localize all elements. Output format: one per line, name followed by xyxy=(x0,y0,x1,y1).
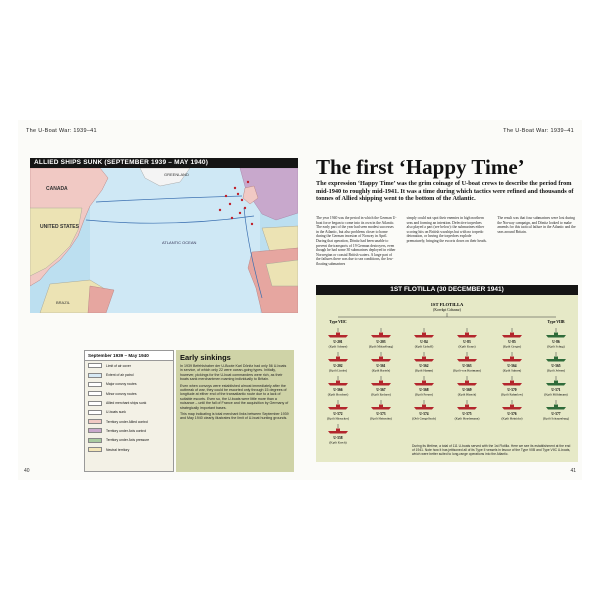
key-item xyxy=(85,426,173,435)
u-boat-commander: (Kptlt Endrass) xyxy=(371,392,391,397)
u-boat-icon xyxy=(371,333,391,338)
u-boat-number: U-564 xyxy=(507,364,517,368)
key-item xyxy=(85,436,173,445)
atlantic-label: ATLANTIC OCEAN xyxy=(162,240,197,245)
key-label: U-boats sunk xyxy=(106,410,126,415)
u-boat-commander: (Kptlt Suhren) xyxy=(502,368,522,373)
key-swatch xyxy=(88,438,102,443)
u-boat-number: U-85 xyxy=(508,340,516,344)
canada-label: CANADA xyxy=(46,186,68,192)
u-boat-commander: (Kptlt Heydemann) xyxy=(454,416,480,421)
u-boat-commander: (Oblt Gengelbach) xyxy=(412,416,436,421)
u-boat-commander: (Kptlt Hinsch) xyxy=(457,392,477,397)
u-boat-commander: (Kptlt Linder) xyxy=(329,368,347,373)
running-head-left: The U-Boat War: 1939–41 xyxy=(26,128,97,134)
u-boat-icon xyxy=(457,405,477,410)
map-banner: ALLIED SHIPS SUNK (SEPTEMBER 1939 – MAY 1940) xyxy=(30,158,298,168)
key-label: Major convoy routes xyxy=(106,382,137,387)
u-boat-icon xyxy=(502,405,522,410)
sidebar-paragraph: This map indicating is total merchant links between September 1939 and May 1940 clearly illustrates the limit of U-boat hunting grounds. xyxy=(180,412,289,421)
map-svg xyxy=(30,168,298,313)
u-boat-icon xyxy=(457,381,477,386)
key-label: Territory under Axis control xyxy=(106,428,147,433)
u-boat-icon xyxy=(414,381,434,386)
u-boat-number: U-569 xyxy=(462,388,472,392)
u-boat-number: U-567 xyxy=(376,388,386,392)
u-boat-icon xyxy=(546,405,566,410)
u-boat-number: U-576 xyxy=(507,412,517,416)
u-boat-number: U-201 xyxy=(333,340,343,344)
u-boat-number: U-568 xyxy=(419,388,429,392)
intro-paragraph: The expression ‘Happy Time’ was the grim coinage of U-boat crews to describe the period from mid-1940 to roughly mid-1941. It was a time during which tactics were refined and thousands of tonnes of Allied shipping went to the bottom of the Atlantic. xyxy=(316,180,574,203)
key-item xyxy=(85,398,173,407)
u-boat-icon xyxy=(371,405,391,410)
sidebar-heading: Early sinkings xyxy=(180,353,231,362)
key-item xyxy=(85,371,173,380)
body-column: simply could not spot their enemies in high northern seas and forming an intention. Defective torpedoes also played a part (see below): the submarines either scoring hits on British warships but with no torpedo detonation, or having the torpedoes explode prematurely, bringing the escorts down on their heads. xyxy=(406,216,487,243)
u-boat-number: U-563 xyxy=(462,364,472,368)
u-boat-commander: (Kptlt Schauenburg) xyxy=(542,416,570,421)
u-boat-number: U-565 xyxy=(551,364,561,368)
u-boat-icon xyxy=(328,429,348,434)
u-boat-icon xyxy=(371,381,391,386)
u-boat-number: U-83 xyxy=(463,340,471,344)
page-number-left: 40 xyxy=(24,468,30,474)
u-boat-icon xyxy=(546,333,566,338)
body-column: The result was that four submarines were lost during the Norway campaign, and Dönitz looked to make amends for this tactical failure in the Atlantic and the seas around Britain. xyxy=(497,216,576,234)
u-boat-icon xyxy=(502,357,522,362)
key-label: Territory under Allied control xyxy=(106,419,149,424)
u-boat-number: U-86 xyxy=(552,340,560,344)
u-boat-commander: (Kptlt Jebsen) xyxy=(547,368,565,373)
u-boat-commander: (Kptlt Kraus) xyxy=(458,344,476,349)
u-boat-commander: (Kptlt Preuss) xyxy=(415,392,433,397)
flotilla-chart xyxy=(316,295,578,462)
u-boat-number: U-573 xyxy=(376,412,386,416)
right-page xyxy=(300,120,582,480)
key-swatch xyxy=(88,401,102,406)
u-boat-commander: (Kptlt Greger) xyxy=(502,344,522,349)
chart-caption: During its lifetime, a total of 111 U-boats served with the 1st Flotilla. Here we see its establishment at the end of 1941. Note how it has jettisoned all of its Type II vessels in favour of the Type VIIB and Type VIIC U-boats, which were better suited to long-range operations into the Atlantic. xyxy=(412,444,571,457)
map-key xyxy=(84,350,174,472)
key-swatch xyxy=(88,382,102,387)
u-boat-commander: (Kptlt Mützelburg) xyxy=(368,344,394,349)
running-head-right: The U-Boat War: 1939–41 xyxy=(503,128,574,134)
key-swatch xyxy=(88,410,102,415)
u-boat-number: U-558 xyxy=(333,436,343,440)
u-boat-commander: (Kptlt Schug) xyxy=(547,344,565,349)
u-boat-number: U-566 xyxy=(333,388,343,392)
u-boat-icon xyxy=(328,405,348,410)
u-boat-icon xyxy=(414,333,434,338)
key-label: Allied merchant ships sunk xyxy=(106,401,147,406)
page-number-right: 41 xyxy=(570,468,576,474)
type-label-right: Type VIIB xyxy=(547,320,565,324)
u-boat-commander: (Kptlt Heinicke) xyxy=(501,416,523,421)
u-boat-commander: (Kptlt Bartels) xyxy=(371,368,391,373)
brazil-label: BRAZIL xyxy=(56,300,71,305)
u-boat-number: U-203 xyxy=(376,340,386,344)
key-title: September 1939 – May 1940 xyxy=(85,351,173,361)
body-column: The year 1940 was the period in which the German U-boat force began to come into its own in the Atlantic. The early part of the year had seen modest successes in the Atlantic, but also problems closer to home during the German invasion of Norway in April. During that operation, Dönitz had been unable to prevent the transports of 19 German destroyers, even though he had some 30 submarines deployed in either Norwegian or coastal British waters. A large part of the failures there was due to sea conditions, the low-floating submarines xyxy=(316,216,397,266)
key-item xyxy=(85,361,173,370)
u-boat-icon xyxy=(457,333,477,338)
key-item xyxy=(85,445,173,454)
u-boat-icon xyxy=(414,357,434,362)
u-boat-commander: (Kptlt Hamm) xyxy=(414,368,434,373)
u-boat-number: U-574 xyxy=(419,412,429,416)
greenland-label: GREENLAND xyxy=(164,172,189,177)
u-boat-icon xyxy=(502,333,522,338)
left-page xyxy=(18,120,301,480)
u-boat-icon xyxy=(546,381,566,386)
key-label: Extent of air patrol xyxy=(106,373,134,378)
u-boat-commander: (Kptlt Möhlmann) xyxy=(544,392,568,397)
u-boat-commander: (Kptlt von Hartmann) xyxy=(453,368,481,373)
u-boat-commander: (Kptlt Borchert) xyxy=(327,392,349,397)
u-boat-icon xyxy=(502,381,522,386)
page-title: The first ‘Happy Time’ xyxy=(316,155,525,179)
u-boat-commander: (Kptlt Heinsohn) xyxy=(370,416,392,421)
key-swatch xyxy=(88,428,102,433)
key-rows xyxy=(85,361,173,454)
key-swatch xyxy=(88,391,102,396)
u-boat-commander: (Kptlt Uphoff) xyxy=(414,344,434,349)
key-label: Neutral territory xyxy=(106,447,130,452)
key-swatch xyxy=(88,363,102,368)
u-boat-commander: (Kptlt Krech) xyxy=(329,440,347,445)
u-boat-icon xyxy=(546,357,566,362)
u-boat-commander: (Kptlt Rahmlow) xyxy=(501,392,523,397)
key-swatch xyxy=(88,373,102,378)
u-boat-number: U-572 xyxy=(333,412,343,416)
key-label: Territory under Axis pressure xyxy=(106,438,150,443)
u-boat-icon xyxy=(328,381,348,386)
u-boat-number: U-561 xyxy=(376,364,386,368)
usa-label: UNITED STATES xyxy=(40,224,79,230)
u-boat-number: U-571 xyxy=(551,388,561,392)
org-root-title: 1ST FLOTILLA xyxy=(430,302,464,307)
type-label-left: Type VIIC xyxy=(329,320,347,324)
u-boat-icon xyxy=(328,357,348,362)
u-boat-icon xyxy=(371,357,391,362)
key-label: Limit of air cover xyxy=(106,363,131,368)
u-boat-commander: (Kptlt Schnee) xyxy=(328,344,348,349)
u-boat-number: U-202 xyxy=(333,364,343,368)
key-item xyxy=(85,408,173,417)
key-item xyxy=(85,389,173,398)
u-boat-number: U-570 xyxy=(507,388,517,392)
key-label: Minor convoy routes xyxy=(106,391,137,396)
u-boat-number: U-562 xyxy=(419,364,429,368)
u-boat-icon xyxy=(414,405,434,410)
u-boat-number: U-84 xyxy=(420,340,428,344)
u-boat-icon xyxy=(328,333,348,338)
sidebar-paragraph: Even when convoys were established almost immediately after the outbreak of war, they could be escorted only through 15 degrees of longitude at either end of the transatlantic route due to a lack of suitable escorts. Even so, the U-boats were little more than a nuisance – until the fall of France and the acquisition by Germany of strategically important bases. xyxy=(180,383,289,410)
body-columns xyxy=(316,216,578,267)
flotilla-banner: 1ST FLOTILLA (30 DECEMBER 1941) xyxy=(316,285,578,295)
key-item xyxy=(85,417,173,426)
sidebar-paragraph: In 1939 Befehlshaber der U-Boote Karl Dönitz had only 56 U-boats in service, of which only 22 were ocean-going types. Initially, however, pickings for the U-boat commanders were rich, as their boats sank merchantmen roaming individually to Britain. xyxy=(180,364,287,382)
u-boat-number: U-577 xyxy=(551,412,561,416)
key-swatch xyxy=(88,447,102,452)
flotilla-org-svg xyxy=(316,295,578,462)
key-swatch xyxy=(88,419,102,424)
atlantic-map xyxy=(30,168,298,313)
u-boat-number: U-575 xyxy=(462,412,472,416)
org-root-sub: (Korvkpt Cohausz) xyxy=(433,308,461,312)
early-sinkings-sidebar xyxy=(176,350,294,472)
u-boat-icon xyxy=(457,357,477,362)
u-boat-commander: (Kptlt Hirsacker) xyxy=(327,416,349,421)
key-item xyxy=(85,380,173,389)
